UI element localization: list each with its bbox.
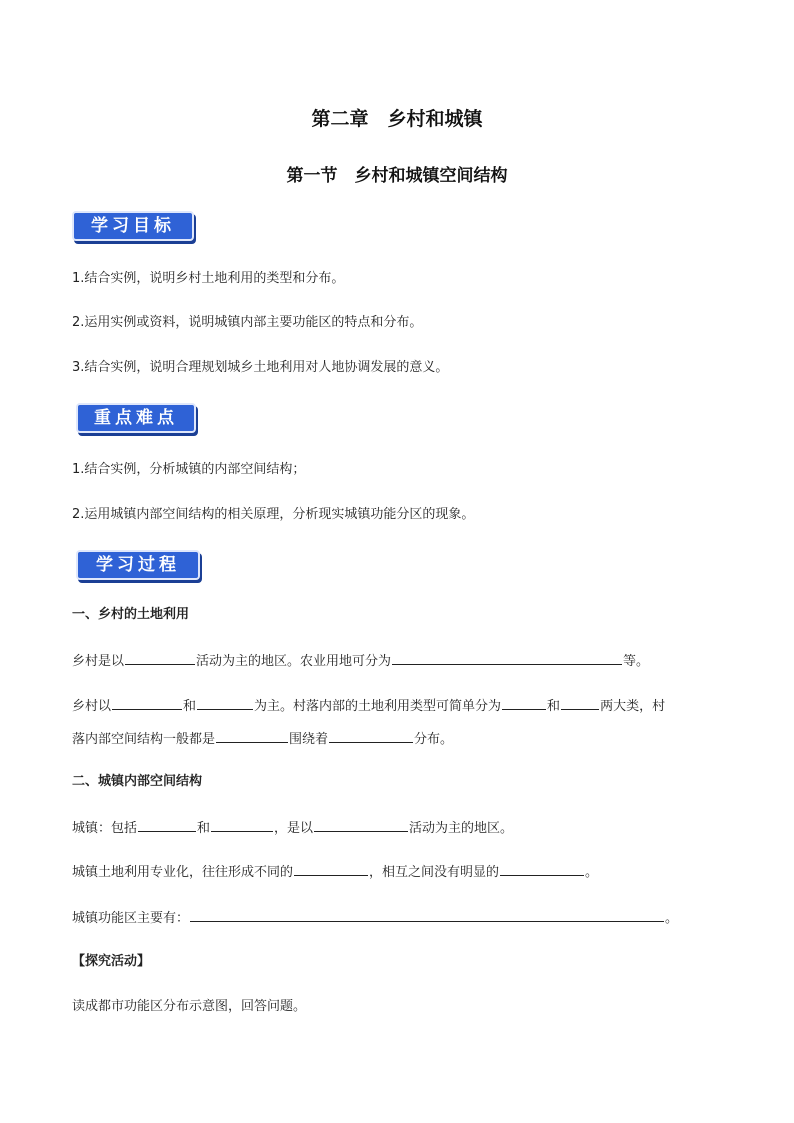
blank-field[interactable] (392, 651, 622, 665)
process-badge: 学习过程 (76, 550, 200, 580)
blank-field[interactable] (216, 729, 288, 743)
key-points-badge: 重点难点 (76, 403, 196, 433)
activity-heading: 【探究活动】 (72, 954, 151, 969)
section1-heading: 一、乡村的土地利用 (72, 607, 190, 622)
section1-paragraph-3: 落内部空间结构一般都是 围绕着 分布。 (72, 729, 453, 749)
section2-heading: 二、城镇内部空间结构 (72, 774, 203, 789)
section2-paragraph-1: 城镇：包括 和 ，是以 活动为主的地区。 (72, 818, 513, 838)
blank-field[interactable] (112, 696, 182, 710)
section1-paragraph-1: 乡村是以 活动为主的地区。农业用地可分为 等。 (72, 651, 649, 671)
blank-field[interactable] (294, 862, 368, 876)
blank-field[interactable] (500, 862, 584, 876)
key-point-item-1: 1.结合实例，分析城镇的内部空间结构； (72, 462, 306, 477)
blank-field[interactable] (197, 696, 253, 710)
goals-badge: 学习目标 (72, 211, 194, 241)
activity-text: 读成都市功能区分布示意图，回答问题。 (72, 999, 307, 1014)
goal-item-2: 2.运用实例或资料，说明城镇内部主要功能区的特点和分布。 (72, 315, 423, 330)
blank-field[interactable] (211, 818, 273, 832)
section2-paragraph-2: 城镇土地利用专业化，往往形成不同的 ，相互之间没有明显的 。 (72, 862, 598, 882)
blank-field[interactable] (314, 818, 408, 832)
blank-field[interactable] (138, 818, 196, 832)
blank-field[interactable] (561, 696, 599, 710)
key-point-item-2: 2.运用城镇内部空间结构的相关原理，分析现实城镇功能分区的现象。 (72, 507, 475, 522)
section1-paragraph-2: 乡村以 和 为主。村落内部的土地利用类型可简单分为 和 两大类，村 (72, 696, 665, 716)
section-title: 第一节 乡村和城镇空间结构 (286, 166, 508, 186)
goal-item-3: 3.结合实例，说明合理规划城乡土地利用对人地协调发展的意义。 (72, 360, 449, 375)
blank-field[interactable] (125, 651, 195, 665)
chapter-title: 第二章 乡村和城镇 (311, 108, 483, 130)
section2-paragraph-3: 城镇功能区主要有： 。 (72, 908, 678, 928)
blank-field[interactable] (190, 908, 664, 922)
blank-field[interactable] (502, 696, 546, 710)
goal-item-1: 1.结合实例，说明乡村土地利用的类型和分布。 (72, 271, 345, 286)
blank-field[interactable] (329, 729, 413, 743)
